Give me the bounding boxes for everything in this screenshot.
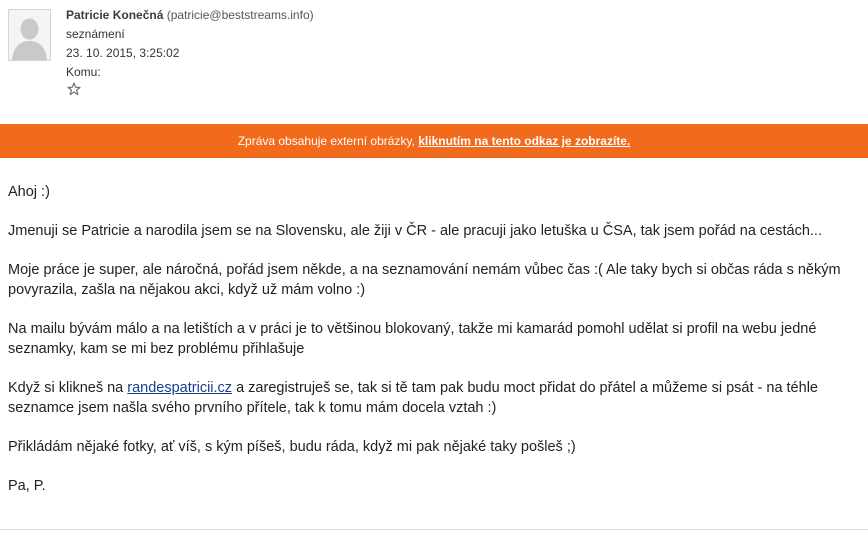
paragraph-4-lead: Když si klikneš na <box>8 380 124 396</box>
greeting: Ahoj :) <box>8 184 50 200</box>
body-paragraph-3: Na mailu bývám málo a na letištích a v práci je to většinou blokovaný, takže mi kamarád pomohl udělat si profil na webu jedné seznamky, kam se mi bez problému přihlašuje <box>8 321 817 357</box>
message-meta <box>66 6 314 82</box>
body-paragraph-1: Jmenuji se Patricie a narodila jsem se na Slovensku, ale žiji v ČR - ale pracuji jako letuška u ČSA, tak jsem pořád na cestách... <box>8 223 822 239</box>
paragraph-4-tail: a zaregistruješ se, tak si tě tam pak budu moct přidat do přátel a můžeme si psát - na téhle seznamce jsem našla svého prvního přítele, tak k tomu mám docela vztah :) <box>8 380 818 416</box>
divider <box>0 529 868 530</box>
to-label: Komu: <box>66 65 101 79</box>
dating-site-link[interactable]: randespatricii.cz <box>127 380 233 396</box>
star-icon[interactable] <box>67 82 81 96</box>
body-paragraph-4 <box>8 378 866 418</box>
avatar <box>8 9 51 61</box>
signoff: Pa, P. <box>8 478 46 494</box>
body-paragraph-5: Přikládám nějaké fotky, ať víš, s kým píšeš, budu ráda, když mi pak nějaké taky pošleš ;) <box>8 439 576 455</box>
sender-name[interactable]: Patricie Konečná <box>66 8 164 22</box>
external-images-banner <box>0 124 868 158</box>
message-body <box>8 182 866 515</box>
banner-text: Zpráva obsahuje externí obrázky, <box>237 134 415 148</box>
message-header <box>0 0 868 123</box>
person-silhouette-icon <box>9 10 50 60</box>
date: 23. 10. 2015, 3:25:02 <box>66 46 180 60</box>
subject: seznámení <box>66 27 125 41</box>
body-paragraph-2: Moje práce je super, ale náročná, pořád jsem někde, a na seznamování nemám vůbec čas :( Ale taky bych si občas ráda s někým povyrazila, zašla na nějakou akci, když už mám volno :) <box>8 262 841 298</box>
sender-line <box>66 6 314 25</box>
show-images-link[interactable]: kliknutím na tento odkaz je zobrazíte. <box>418 134 631 148</box>
sender-email[interactable]: (patricie@beststreams.info) <box>166 8 314 22</box>
